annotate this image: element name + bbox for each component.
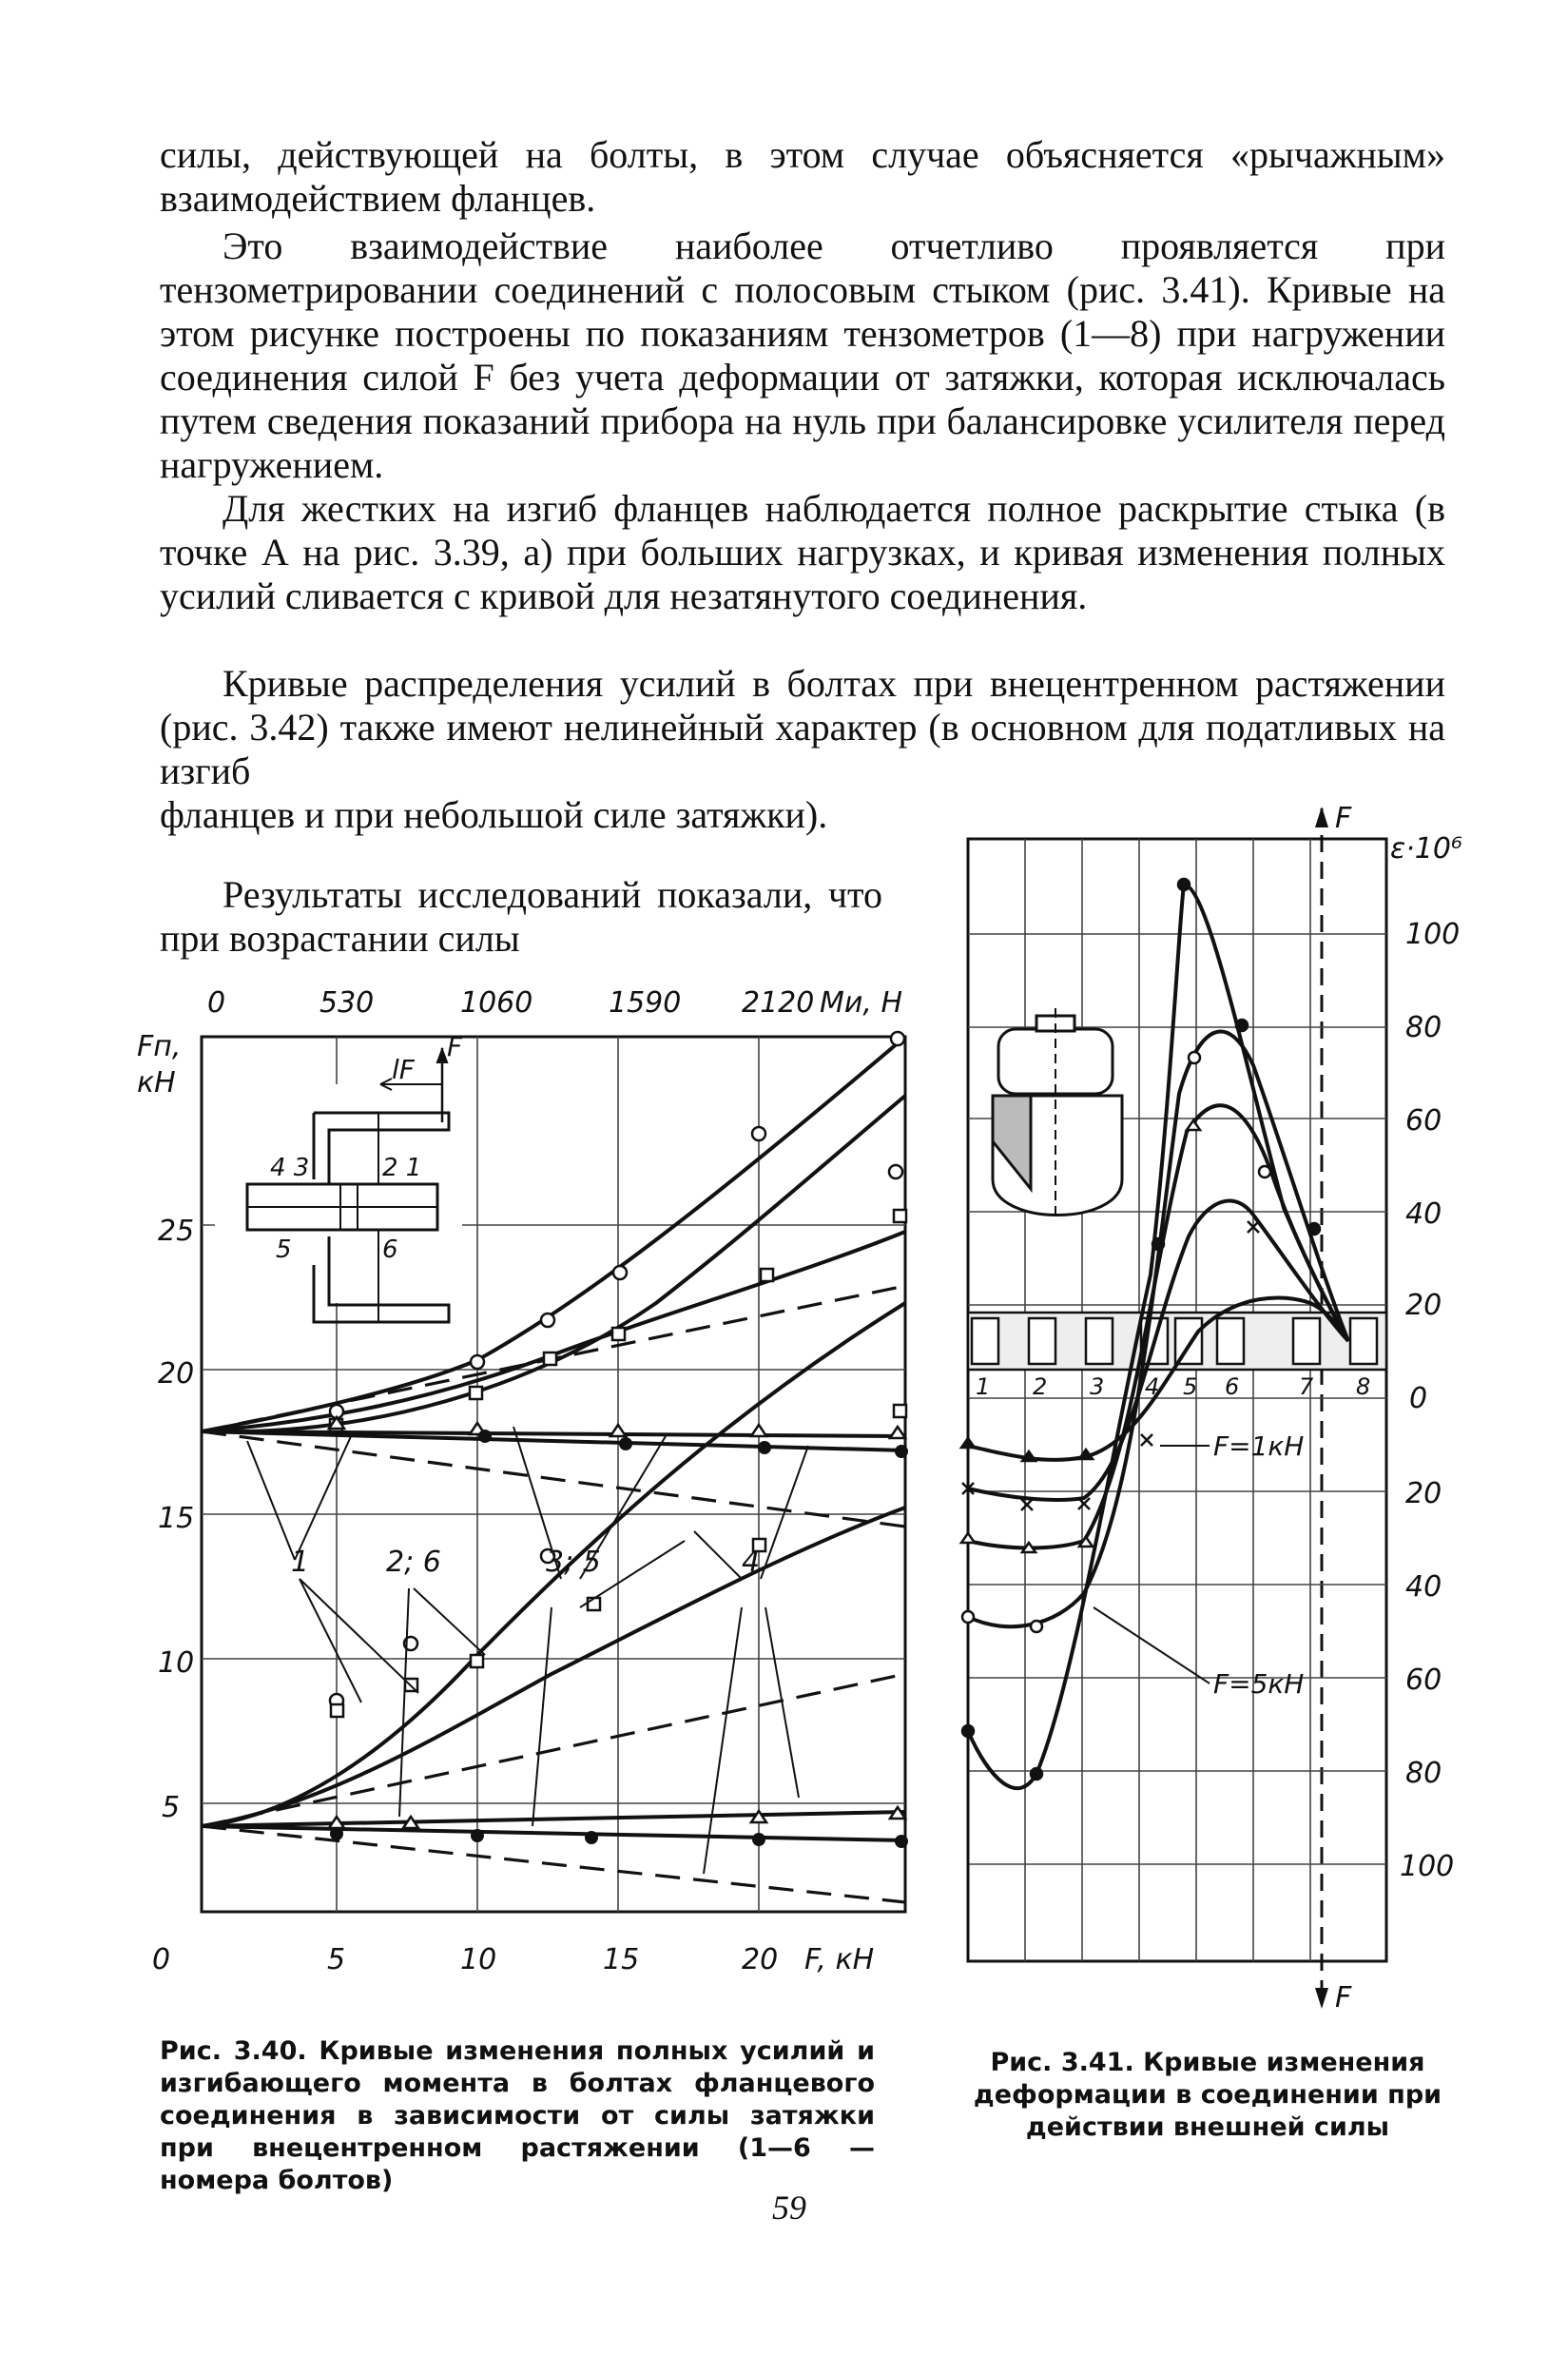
inset-bolt-6: 6	[382, 1236, 398, 1264]
paragraph-2: Это взаимодействие наиболее отчетливо проявляется при тензометрировании соединений с полосовым стыком (рис. 3.41). Кривые на этом рисунке построены по показаниям тензометров (1—8) при нагружении соединения силой F без учета деформации от затяжки, которая исключалась путем сведения показаний прибора на нуль при балансировке усилителя перед нагружением.	[160, 224, 1445, 486]
arrow-up	[1315, 807, 1328, 827]
marker-square	[894, 1210, 906, 1222]
marker-dot	[758, 1441, 771, 1454]
y-axis-label-kn: кН	[137, 1066, 176, 1099]
inset-force-label: F	[447, 1031, 463, 1062]
x-axis-unit: F, кН	[804, 1943, 875, 1976]
inset-bolts-21: 2 1	[382, 1154, 422, 1182]
fig341-grid	[968, 839, 1386, 1961]
top-axis-unit: Mи, Н	[820, 989, 903, 1020]
y-tick-down-100: 100	[1400, 1850, 1455, 1883]
top-tick-2120: 2120	[742, 989, 815, 1020]
top-tick-1590: 1590	[609, 989, 682, 1020]
label-f5kn: F=5кН	[1213, 1668, 1305, 1700]
gauge-number-8: 8	[1356, 1373, 1371, 1400]
marker-triangle	[610, 1425, 626, 1436]
inset-lf-label: lF	[392, 1054, 415, 1085]
y-tick-5: 5	[162, 1791, 181, 1824]
marker-triangle	[961, 1438, 975, 1448]
marker-circle	[752, 1127, 765, 1140]
marker-triangle	[1022, 1451, 1036, 1461]
y-tick-up-100: 100	[1405, 918, 1461, 951]
gauge-number-2: 2	[1033, 1373, 1048, 1400]
y-tick-down-20: 20	[1405, 1477, 1442, 1510]
caption-fig-3-40: Рис. 3.40. Кривые изменения полных усилий и изгибающего момента в болтах фланцевого соединения в зависимости от силы затяжки при внецентренном растяжении (1—6 — номера болтов)	[160, 2036, 875, 2195]
figure-3-41	[951, 780, 1540, 2016]
x-tick-10: 10	[460, 1943, 497, 1976]
marker-triangle	[890, 1427, 905, 1438]
inset-bolt-5: 5	[276, 1236, 292, 1264]
gauge-number-4: 4	[1145, 1373, 1160, 1400]
paragraph-1: силы, действующей на болты, в этом случае объясняется «рычажным» взаимодействием фланцев.	[160, 133, 1445, 220]
gauge-number-5: 5	[1183, 1373, 1198, 1400]
marker-triangle	[1079, 1537, 1093, 1547]
gauge-number-6: 6	[1225, 1373, 1240, 1400]
marker-circle	[541, 1313, 554, 1327]
curve-label-3-5: 3; 5	[546, 1546, 601, 1579]
fig340-curves-lower	[202, 1303, 905, 1902]
y-axis-label-fp: Fп,	[137, 1030, 182, 1063]
marker-square	[471, 1655, 483, 1667]
x-tick-0: 0	[152, 1943, 171, 1976]
marker-dot	[752, 1833, 765, 1846]
y-tick-10: 10	[158, 1646, 195, 1680]
marker-dot	[895, 1835, 908, 1848]
marker-square	[612, 1328, 625, 1340]
y-tick-25: 25	[158, 1215, 195, 1248]
top-tick-1060: 1060	[460, 989, 533, 1020]
marker-dot	[1031, 1768, 1042, 1780]
y-tick-up-40: 40	[1405, 1197, 1442, 1231]
caption-fig-3-41: Рис. 3.41. Кривые изменения деформации в соединении при действии внешней силы	[973, 2048, 1442, 2142]
bottom-force-label: F	[1335, 1981, 1352, 2014]
inset-bolts-43: 4 3	[270, 1154, 310, 1182]
leader-f5	[1094, 1607, 1210, 1683]
gauge-number-1: 1	[976, 1373, 991, 1400]
marker-square	[761, 1269, 773, 1281]
marker-dot	[1178, 879, 1190, 890]
y-tick-down-60: 60	[1405, 1664, 1442, 1697]
y-tick-20: 20	[158, 1357, 195, 1391]
y-tick-zero: 0	[1409, 1382, 1428, 1415]
marker-dot	[471, 1829, 484, 1842]
marker-square	[894, 1405, 906, 1417]
marker-triangle	[961, 1533, 975, 1543]
y-tick-15: 15	[158, 1502, 195, 1535]
curve-label-2-6: 2; 6	[386, 1546, 441, 1579]
y-tick-up-20: 20	[1405, 1289, 1442, 1322]
arrow-down	[1315, 1988, 1328, 2009]
marker-triangle	[1187, 1120, 1200, 1130]
marker-triangle	[1022, 1543, 1036, 1552]
marker-dot	[478, 1430, 492, 1443]
page-number: 59	[772, 2189, 806, 2227]
marker-dot	[1236, 1020, 1248, 1031]
x-tick-20: 20	[742, 1943, 779, 1976]
marker-square	[470, 1387, 482, 1399]
y-tick-down-80: 80	[1405, 1757, 1442, 1790]
marker-circle	[891, 1032, 904, 1045]
y-tick-up-80: 80	[1405, 1011, 1442, 1044]
marker-dot	[330, 1827, 343, 1840]
paragraph-4: Кривые распределения усилий в болтах при внецентренном растяжении (рис. 3.42) также имеют нелинейный характер (в основном для податливых на изгиб	[160, 662, 1445, 792]
marker-open	[1189, 1052, 1200, 1063]
label-f1kn: F=1кН	[1213, 1430, 1305, 1462]
paragraph-5: фланцев и при небольшой силе затяжки).	[160, 793, 828, 836]
top-tick-530: 530	[319, 989, 375, 1020]
gauge-number-3: 3	[1090, 1373, 1105, 1400]
marker-dot	[619, 1437, 632, 1450]
curve-4-lower	[202, 1826, 905, 1840]
marker-dot	[962, 1725, 974, 1737]
marker-triangle	[1079, 1450, 1093, 1459]
curve-3-5-lower	[202, 1812, 905, 1826]
figure-3-40	[133, 989, 932, 2007]
marker-dot	[895, 1445, 908, 1458]
gauge-number-7: 7	[1299, 1373, 1314, 1400]
marker-triangle	[751, 1425, 766, 1436]
strain-unit: ε·10⁶	[1390, 832, 1462, 866]
y-tick-up-60: 60	[1405, 1104, 1442, 1138]
marker-dot	[1152, 1238, 1164, 1250]
flange-inset	[215, 1048, 462, 1322]
top-force-label: F	[1335, 802, 1352, 835]
marker-open	[1031, 1621, 1042, 1632]
marker-open	[962, 1611, 974, 1623]
paragraph-3: Для жестких на изгиб фланцев наблюдается полное раскрытие стыка (в точке А на рис. 3.39, а) при больших нагрузках, и кривая изменения полных усилий сливается с кривой для незатянутого соединения.	[160, 487, 1445, 617]
x-tick-5: 5	[327, 1943, 346, 1976]
bolt-sketch	[993, 1008, 1122, 1217]
marker-dot	[585, 1831, 598, 1844]
curve-label-4: 4	[742, 1546, 761, 1579]
curve-label-1: 1	[291, 1546, 310, 1579]
marker-square	[544, 1352, 556, 1365]
marker-open	[1259, 1166, 1270, 1177]
marker-square	[331, 1704, 343, 1717]
marker-circle	[613, 1266, 627, 1279]
paragraph-6: Результаты исследований показали, что при возрастании силы	[160, 873, 882, 960]
top-tick-0: 0	[207, 989, 226, 1020]
y-tick-down-40: 40	[1405, 1570, 1442, 1604]
fig340-leaders	[247, 1427, 808, 1874]
marker-circle	[471, 1355, 484, 1369]
marker-circle	[889, 1165, 902, 1178]
marker-dot	[1308, 1223, 1320, 1235]
x-tick-15: 15	[603, 1943, 640, 1976]
